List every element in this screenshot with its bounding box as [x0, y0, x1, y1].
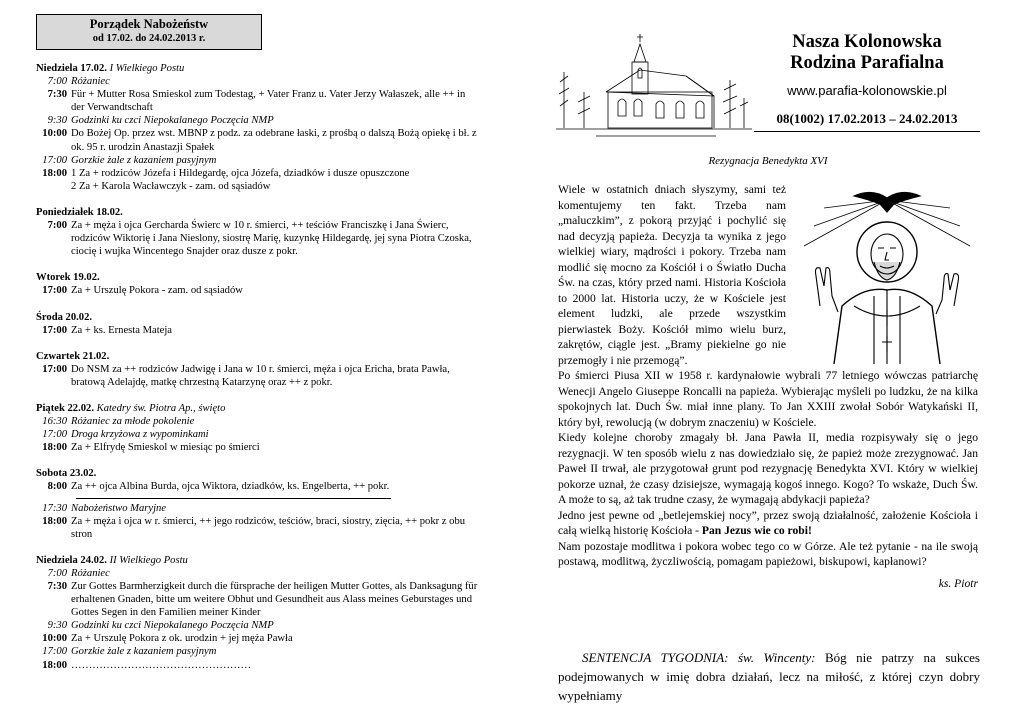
day-liturgical-note: Katedry św. Piotra Ap., święto — [96, 402, 226, 414]
mass-intention-text: Nabożeństwo Maryjne — [71, 502, 167, 514]
mass-intention-text: Zur Gottes Barmherzigkeit durch die fürsprache der heiligen Mutter Gottes, als Danksagung für erhaltenen Gnaden, bitte um weitere Obhut und Gesundheit aus Alass meines Geburstages und Gottes Segen in den Familien meiner Kinder — [71, 581, 478, 619]
schedule-title: Porządek Nabożeństw — [89, 17, 209, 31]
mass-intention-row — [36, 515, 481, 541]
day-heading — [36, 467, 481, 480]
mass-intention-text: Gorzkie żale z kazaniem pasyjnym — [71, 646, 217, 658]
mass-time: 7:30 — [47, 581, 67, 592]
mass-time: 7:00 — [47, 76, 67, 88]
mass-intention-text: Für + Mutter Rosa Smieskol zum Todestag, + Vater Franz u. Vater Jerzy Wałaszek, alle ++ in der Verwandtschaft — [71, 89, 466, 114]
day-liturgical-note: II Wielkiego Postu — [109, 554, 188, 566]
mass-intention-text: Godzinki ku czci Niepokalanego Poczęcia NMP — [71, 620, 274, 632]
mass-time: 7:00 — [47, 220, 67, 232]
mass-time: 17:30 — [42, 502, 67, 514]
mass-time: 10:00 — [42, 128, 67, 140]
schedule-column — [36, 14, 481, 685]
schedule-day — [36, 311, 481, 337]
mass-time: 9:30 — [47, 115, 67, 127]
church-illustration — [556, 32, 752, 142]
mass-intention-row — [36, 580, 481, 619]
day-date: Niedziela 17.02. — [36, 63, 107, 74]
day-liturgical-note: I Wielkiego Postu — [109, 63, 185, 74]
mass-intention-text: Różaniec — [71, 567, 110, 579]
mass-intention-text: 1 Za + rodziców Józefa i Hildegardę, ojca Józefa, dziadków i dusze opuszczone — [71, 167, 410, 179]
mass-intention-text: Do NSM za ++ rodziców Jadwigę i Jana w 10 r. śmierci, męża i ojca Ericha, brata Pawła, bratową Adelajdę, matkę chrzestną Katarzynę oraz ++ z pokr. — [71, 363, 450, 388]
mass-intention-row — [36, 284, 481, 297]
issue-number: 08(1002) 17.02.2013 – 24.02.2013 — [776, 111, 958, 126]
schedule-day — [36, 271, 481, 297]
mass-time: 7:30 — [47, 89, 67, 101]
mass-intention-row — [36, 645, 481, 658]
mass-time: 17:00 — [42, 285, 67, 297]
masthead-title-line2: Rodzina Parafialna — [790, 53, 944, 73]
mass-time: 17:00 — [42, 324, 67, 336]
day-date: Poniedziałek 18.02. — [36, 206, 123, 218]
mass-intention-row — [36, 363, 481, 389]
weekly-quote — [558, 648, 980, 705]
mass-time: 7:00 — [47, 567, 67, 579]
schedule-divider — [76, 498, 391, 499]
mass-intention-row — [36, 167, 481, 180]
article-paragraph-3: Kiedy kolejne choroby zmagały bł. Jana Pawła II, media rozpisywały się o jego rezygnacji. W ten sposób wielu z nas dowiedziało się, że papież może zrezygnować. Jan Paweł II trwał, ale przygotował grunt pod rezygnację Benedykta XVI. Który w wielkiej pokorze uznał, że czasy dzisiejsze, wymagają kogoś innego. Kogo? To wskaże, Duch Św. A może to są, aż tak trudne czasy, że wymagają abdykacji papieża? — [558, 431, 978, 506]
day-date: Piątek 22.02. — [36, 402, 94, 414]
mass-intention-row — [36, 441, 481, 454]
mass-intention-text: Różaniec za młode pokolenie — [71, 416, 195, 428]
day-date: Sobota 23.02. — [36, 468, 97, 480]
mass-intention-row — [36, 659, 481, 672]
schedule-day — [36, 402, 481, 454]
article-paragraph-1: Wiele w ostatnich dniach słyszymy, sami też komentujemy ten fakt. Trzeba nam „maluczkim”, z pokorą przyjąć i pochylić się nad decyzją papieża. Decyzja ta wynika z jego wielkiej wiary, mądrości i pokory. Trzeba nam modlić się mocno za Kościół i o Światło Ducha Św. na czas, który przed nami. Historia Kościoła to 2000 lat. Historia uczy, że w Kościele jest element ludzki, ale przede wszystkim pierwiastek Boży. Kościół mimo wielu burz, zakrętów, ciągle jest. „Bramy piekielne go nie przemogły i nie przemogą”. — [558, 183, 786, 367]
schedule-day — [36, 62, 481, 193]
mass-intention-text: …………………………………………… — [71, 659, 252, 671]
mass-intention-row — [36, 127, 481, 153]
day-date: Czwartek 21.02. — [36, 350, 110, 362]
article-body — [558, 182, 978, 591]
article-signature: ks. Piotr — [938, 576, 978, 590]
day-date: Wtorek 19.02. — [36, 272, 100, 284]
mass-time — [36, 180, 71, 193]
mass-time: 17:00 — [42, 154, 67, 166]
pope-saint-illustration — [794, 186, 980, 364]
day-date: Niedziela 24.02. — [36, 554, 107, 566]
article-paragraph-2: Po śmierci Piusa XII w 1958 r. kardynałowie wybrali 77 letniego wówczas patriarchę Wenecji Angelo Giuseppe Roncalli na papieża. Wybierając myśleli po ludzku, że na kilka spokojnych lat. Duch Św. miał inne plany. To Jan XXIII zwołał Sobór Watykański II, który był, rewolucją (w dobrym znaczeniu) w Kościele. — [558, 369, 978, 429]
mass-intention-text: Za ++ ojca Albina Burda, ojca Wiktora, dziadków, ks. Engelberta, ++ pokr. — [71, 481, 390, 493]
day-heading — [36, 554, 481, 567]
mass-intention-row — [36, 415, 481, 428]
mass-intention-row — [36, 324, 481, 337]
mass-intention-text: Za + Urszulę Pokora - zam. od sąsiadów — [71, 285, 243, 297]
mass-intention-text: Za + Elfrydę Smieskol w miesiąc po śmierci — [71, 442, 260, 454]
mass-intention-row — [36, 619, 481, 632]
schedule-header-box — [36, 14, 262, 50]
mass-intention-row — [36, 632, 481, 645]
mass-intention-row — [36, 219, 481, 258]
day-heading — [36, 350, 481, 363]
weekly-quote-text: Bóg nie patrzy na sukces podejmowanych w imię dobra działań, lecz na miłość, z której czyn dobry wypełniamy — [558, 650, 980, 703]
mass-intention-text: Za + ks. Ernesta Mateja — [71, 324, 172, 336]
article-emphasis: Pan Jezus wie co robi! — [701, 524, 812, 537]
mass-time: 16:30 — [42, 416, 67, 428]
mass-intention-text: Za + męża i ojca Gercharda Świerc w 10 r. śmierci, ++ teściów Franciszkę i Jana Świerc, rodziców Wiktorię i Jana Nieslony, siostrę Marię, kuzynkę Hildegardę, jej syna Piotra Czoska, ciocię i wujka Wincentego Snajder oraz dusze z pokr. — [71, 220, 472, 258]
article-paragraph-4 — [558, 508, 978, 539]
mass-time: 17:00 — [42, 646, 67, 658]
mass-intention-text: Za + Urszulę Pokora z ok. urodzin + jej męża Pawła — [71, 633, 293, 645]
mass-intention-text: Za + męża i ojca w r. śmierci, ++ jego rodziców, teściów, braci, siostry, zięcia, ++ pokr z obu stron — [71, 515, 466, 540]
mass-intention-text: Gorzkie żale z kazaniem pasyjnym — [71, 154, 217, 166]
masthead-title-line1: Nasza Kolonowska — [792, 32, 942, 52]
article-paragraph-5: Nam pozostaje modlitwa i pokora wobec tego co w Górze. Ale też pytanie - na ile swoją postawą, modlitwą, życzliwością, pomagam papieżowi, biskupowi, kapłanowi? — [558, 539, 978, 568]
mass-time: 10:00 — [42, 633, 67, 645]
mass-intention-row — [36, 154, 481, 167]
mass-time: 18:00 — [42, 167, 67, 179]
mass-intention-text: 2 Za + Karola Wacławczyk - zam. od sąsiadów — [71, 180, 271, 192]
mass-time: 8:00 — [47, 481, 67, 493]
mass-intention-text: Do Bożej Op. przez wst. MBNP z podz. za odebrane łaski, z prośbą o dalszą Bożą opiekę i bł. z ok. 95 r. urodzin Anastazji Spałek — [71, 128, 477, 153]
website-link[interactable]: www.parafia-kolonowskie.pl — [787, 83, 947, 98]
article-paragraph-4-text: Jedno jest pewne od „betlejemskiej nocy”, przez swoją działalność, założenie Kościoła i całą wielką historię Kościoła - — [558, 508, 978, 537]
mass-intention-row — [36, 180, 481, 193]
day-heading — [36, 206, 481, 219]
schedule-day — [36, 206, 481, 258]
mass-time: 18:00 — [42, 515, 67, 527]
mass-intention-text: Droga krzyżowa z wypominkami — [71, 429, 209, 441]
day-heading — [36, 402, 481, 415]
day-heading — [36, 311, 481, 324]
masthead — [754, 32, 980, 132]
schedule-date-range: od 17.02. do 24.02.2013 r. — [92, 33, 206, 44]
schedule-day — [36, 467, 481, 540]
day-heading — [36, 271, 481, 284]
schedule-day — [36, 554, 481, 672]
schedule-days — [36, 62, 481, 672]
mass-time: 18:00 — [42, 442, 67, 454]
mass-intention-row — [36, 75, 481, 88]
schedule-day — [36, 350, 481, 389]
mass-time: 18:00 — [42, 659, 67, 671]
mass-time: 9:30 — [47, 620, 67, 632]
day-date: Środa 20.02. — [36, 311, 93, 323]
weekly-quote-label: SENTENCJA TYGODNIA: św. Wincenty: — [582, 650, 816, 665]
mass-time: 17:00 — [42, 429, 67, 441]
masthead-divider — [754, 131, 980, 132]
article-title: Rezygnacja Benedykta XVI — [708, 155, 828, 167]
mass-intention-row — [36, 567, 481, 580]
mass-intention-text: Różaniec — [71, 76, 110, 88]
mass-intention-row — [36, 480, 481, 493]
mass-intention-text: Godzinki ku czci Niepokalanego Poczęcia NMP — [71, 115, 274, 127]
mass-time: 17:00 — [42, 363, 67, 375]
mass-intention-row — [36, 88, 481, 114]
mass-intention-row — [36, 114, 481, 127]
mass-intention-row — [36, 502, 481, 515]
mass-intention-row — [36, 428, 481, 441]
day-heading — [36, 62, 481, 75]
